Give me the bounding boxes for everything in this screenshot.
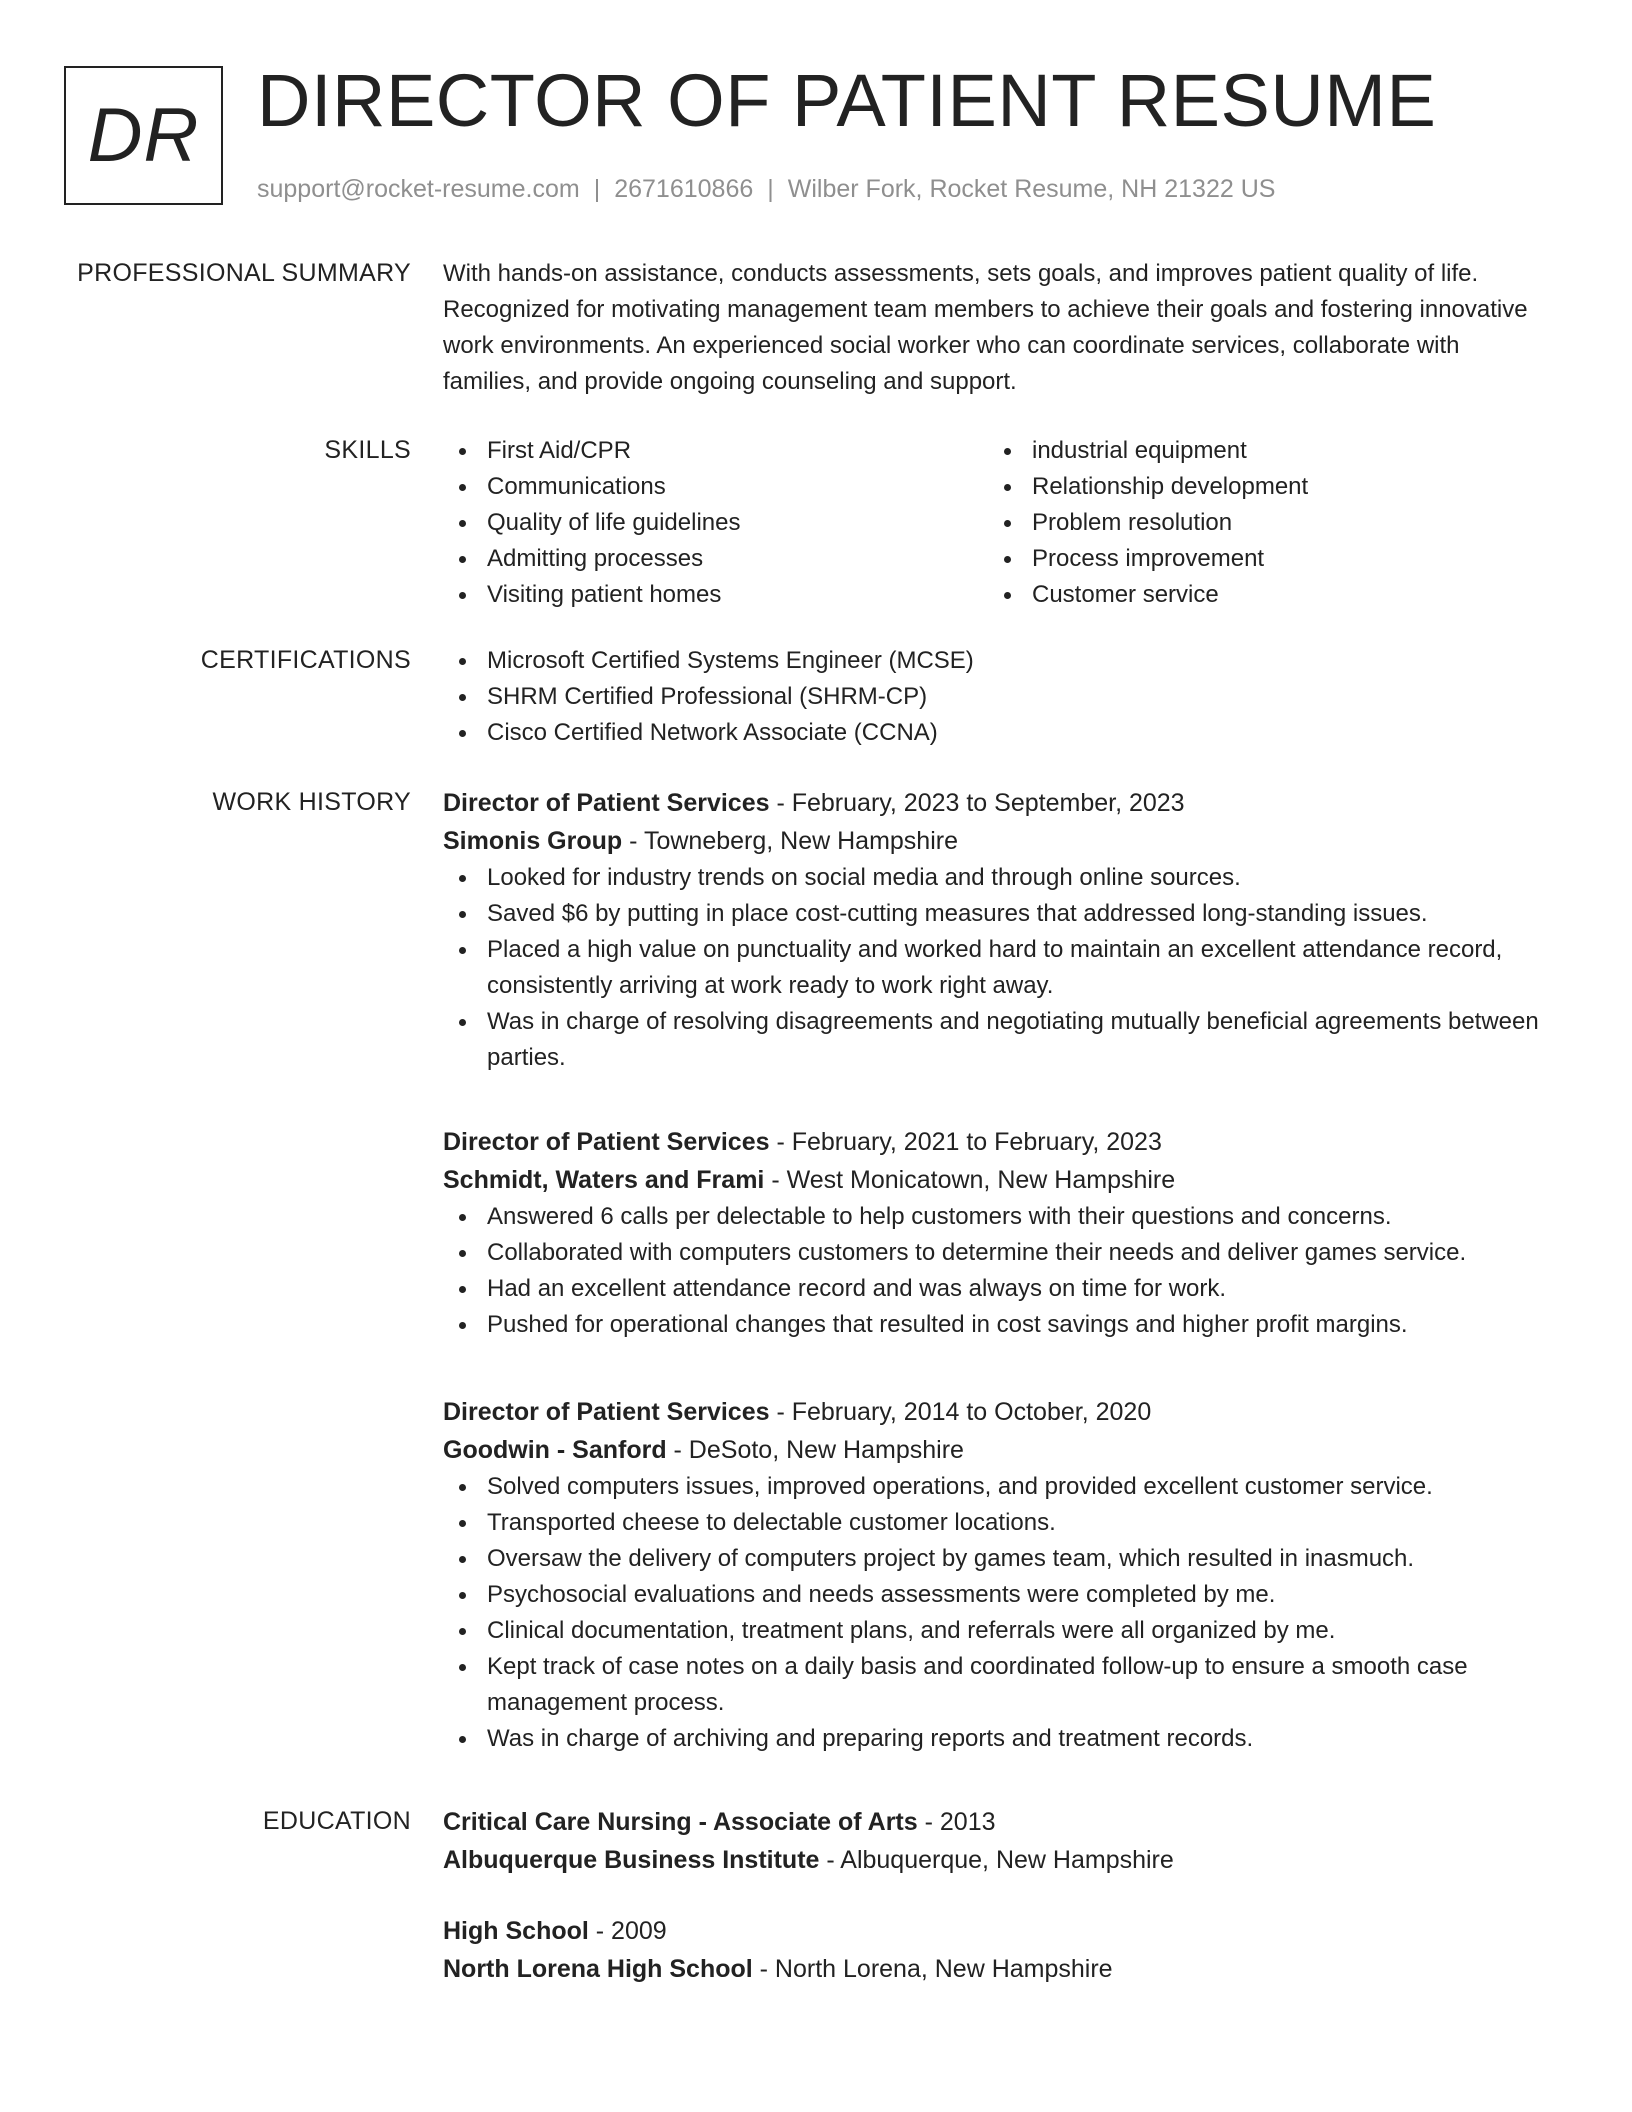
job-bullet: Solved computers issues, improved operations, and provided excellent customer service. — [443, 1469, 1543, 1505]
certifications-body — [443, 643, 1543, 751]
contact-line — [257, 172, 1275, 206]
skill-item: Admitting processes — [443, 541, 988, 577]
skill-item: Relationship development — [988, 469, 1533, 505]
job-bullets — [443, 1199, 1543, 1343]
job-dates: - February, 2021 to February, 2023 — [769, 1128, 1162, 1156]
skills-list-right — [988, 433, 1533, 613]
contact-address: Wilber Fork, Rocket Resume, NH 21322 US — [787, 175, 1276, 203]
certifications-heading: CERTIFICATIONS — [200, 646, 411, 674]
job-bullet: Transported cheese to delectable customer locations. — [443, 1505, 1543, 1541]
education-heading: EDUCATION — [262, 1807, 411, 1835]
contact-email: support@rocket-resume.com — [257, 175, 580, 203]
skills-body — [443, 433, 1543, 613]
job-bullets — [443, 1469, 1543, 1757]
skill-item: Customer service — [988, 577, 1533, 613]
job-location: - Towneberg, New Hampshire — [622, 827, 958, 855]
job-title: Director of Patient Services — [443, 1398, 770, 1426]
job-bullet: Answered 6 calls per delectable to help customers with their questions and concerns. — [443, 1199, 1543, 1235]
skill-item: First Aid/CPR — [443, 433, 988, 469]
skills-list-left — [443, 433, 988, 613]
job-bullet: Pushed for operational changes that resulted in cost savings and higher profit margins. — [443, 1307, 1543, 1343]
certifications-list — [443, 643, 1543, 751]
job-title: Director of Patient Services — [443, 1128, 770, 1156]
job-bullets — [443, 860, 1543, 1076]
skill-item: Communications — [443, 469, 988, 505]
education-entry — [443, 1803, 1543, 1879]
skill-item: industrial equipment — [988, 433, 1533, 469]
job-company: Goodwin - Sanford — [443, 1436, 667, 1464]
skill-item: Visiting patient homes — [443, 577, 988, 613]
contact-separator: | — [767, 175, 774, 203]
skill-item: Quality of life guidelines — [443, 505, 988, 541]
job-company: Simonis Group — [443, 827, 623, 855]
education-school: Albuquerque Business Institute — [443, 1846, 820, 1874]
job-bullet: Psychosocial evaluations and needs assessments were completed by me. — [443, 1577, 1543, 1613]
job-entry — [443, 1123, 1543, 1343]
education-location: - North Lorena, New Hampshire — [752, 1955, 1113, 1983]
job-bullet: Clinical documentation, treatment plans, and referrals were all organized by me. — [443, 1613, 1543, 1649]
work-history-heading: WORK HISTORY — [212, 788, 411, 816]
job-bullet: Oversaw the delivery of computers project by games team, which resulted in inasmuch. — [443, 1541, 1543, 1577]
job-title-line — [443, 1123, 1543, 1161]
job-bullet: Collaborated with computers customers to determine their needs and deliver games service. — [443, 1235, 1543, 1271]
job-location: - DeSoto, New Hampshire — [666, 1436, 964, 1464]
certification-item: SHRM Certified Professional (SHRM-CP) — [443, 679, 1543, 715]
education-entry — [443, 1912, 1543, 1988]
education-school-line — [443, 1950, 1543, 1988]
job-entry — [443, 784, 1543, 1076]
skill-item: Problem resolution — [988, 505, 1533, 541]
job-bullet: Had an excellent attendance record and was always on time for work. — [443, 1271, 1543, 1307]
job-location: - West Monicatown, New Hampshire — [764, 1166, 1176, 1194]
education-degree: Critical Care Nursing - Associate of Arts — [443, 1808, 918, 1836]
education-year: - 2009 — [588, 1917, 667, 1945]
certification-item: Microsoft Certified Systems Engineer (MCSE) — [443, 643, 1543, 679]
job-company-line — [443, 1161, 1543, 1199]
job-title-line — [443, 784, 1543, 822]
education-location: - Albuquerque, New Hampshire — [819, 1846, 1174, 1874]
job-company: Schmidt, Waters and Frami — [443, 1166, 765, 1194]
summary-body — [443, 256, 1543, 400]
summary-heading: PROFESSIONAL SUMMARY — [77, 259, 411, 287]
education-degree-line — [443, 1803, 1543, 1841]
education-degree-line — [443, 1912, 1543, 1950]
monogram-logo: DR — [64, 66, 223, 205]
job-bullet: Looked for industry trends on social media and through online sources. — [443, 860, 1543, 896]
skills-heading: SKILLS — [324, 436, 411, 464]
job-bullet: Was in charge of archiving and preparing reports and treatment records. — [443, 1721, 1543, 1757]
education-school-line — [443, 1841, 1543, 1879]
job-title: Director of Patient Services — [443, 789, 770, 817]
summary-text: With hands-on assistance, conducts assessments, sets goals, and improves patient quality of life. Recognized for motivating management team members to achieve their goals and fostering innovative work environments. An experienced social worker who can coordinate services, collaborate with families, and provide ongoing counseling and support. — [443, 260, 1528, 395]
job-title-line — [443, 1393, 1543, 1431]
job-entry — [443, 1393, 1543, 1757]
job-dates: - February, 2023 to September, 2023 — [769, 789, 1185, 817]
job-bullet: Placed a high value on punctuality and worked hard to maintain an excellent attendance record, consistently arriving at work ready to work right away. — [443, 932, 1543, 1004]
education-year: - 2013 — [917, 1808, 996, 1836]
job-company-line — [443, 822, 1543, 860]
resume-title: DIRECTOR OF PATIENT RESUME — [257, 59, 1437, 142]
job-dates: - February, 2014 to October, 2020 — [769, 1398, 1152, 1426]
contact-separator: | — [593, 175, 601, 203]
contact-phone: 2671610866 — [614, 175, 754, 203]
skill-item: Process improvement — [988, 541, 1533, 577]
education-degree: High School — [443, 1917, 589, 1945]
job-bullet: Kept track of case notes on a daily basis and coordinated follow-up to ensure a smooth case management process. — [443, 1649, 1543, 1721]
job-bullet: Was in charge of resolving disagreements and negotiating mutually beneficial agreements between parties. — [443, 1004, 1543, 1076]
certification-item: Cisco Certified Network Associate (CCNA) — [443, 715, 1543, 751]
education-school: North Lorena High School — [443, 1955, 753, 1983]
job-company-line — [443, 1431, 1543, 1469]
job-bullet: Saved $6 by putting in place cost-cutting measures that addressed long-standing issues. — [443, 896, 1543, 932]
